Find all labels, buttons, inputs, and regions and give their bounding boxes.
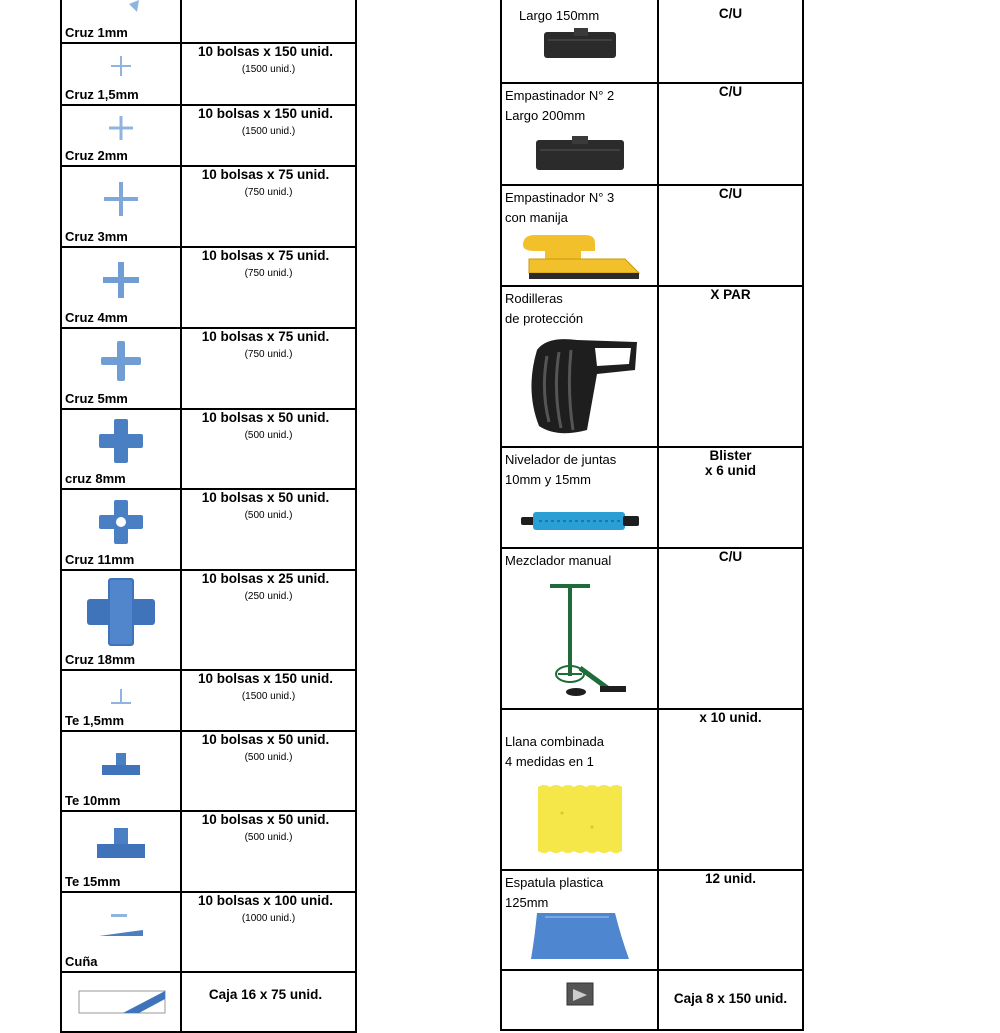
tee-spacer-icon <box>96 743 146 783</box>
table-row <box>501 83 803 185</box>
wedge-spacer-icon <box>91 904 151 944</box>
product-quantity-total: (250 unid.) <box>244 591 293 602</box>
cross-spacer-icon <box>97 337 145 385</box>
table-row <box>61 409 356 489</box>
product-name: Empastinador N° 2 Largo 200mm <box>505 88 615 123</box>
table-row <box>61 570 356 670</box>
table-row <box>501 870 803 970</box>
product-quantity-total: (750 unid.) <box>244 268 293 279</box>
tee-spacer-icon <box>101 673 141 713</box>
product-quantity-total: (1000 unid.) <box>241 913 296 924</box>
tools-table <box>500 0 804 1031</box>
table-row <box>61 892 356 972</box>
product-name: Espatula plastica 125mm <box>505 875 604 910</box>
product-quantity: 10 bolsas x 50 unid. <box>201 490 330 505</box>
product-quantity: C/U <box>718 186 743 201</box>
notched-trowel-icon <box>532 783 628 855</box>
product-quantity-total: (1500 unid.) <box>241 691 296 702</box>
cross-spacer-tiny-icon <box>91 0 151 14</box>
product-name: Llana combinada 4 medidas en 1 <box>505 734 605 769</box>
product-label: Cruz 3mm <box>65 229 128 244</box>
product-quantity: 10 bolsas x 50 unid. <box>201 812 330 827</box>
product-label: Te 1,5mm <box>65 713 125 728</box>
product-quantity-total: (750 unid.) <box>244 349 293 360</box>
manual-mixer-icon <box>530 582 630 702</box>
product-quantity-total: (1500 unid.) <box>241 64 296 75</box>
knee-pad-icon <box>517 330 643 440</box>
table-row <box>501 447 803 548</box>
product-label: Te 10mm <box>65 793 121 808</box>
table-row <box>501 548 803 709</box>
table-row <box>61 670 356 731</box>
product-label: Cruz 1mm <box>65 25 128 40</box>
cross-spacer-icon <box>99 258 143 302</box>
product-quantity: C/U <box>718 6 743 21</box>
product-quantity-total: (1500 unid.) <box>241 126 296 137</box>
box-icon <box>73 987 169 1017</box>
product-quantity: 10 bolsas x 75 unid. <box>201 167 330 182</box>
product-name: Mezclador manual <box>505 553 612 568</box>
table-row <box>61 247 356 328</box>
table-row <box>61 0 356 43</box>
product-quantity-total: (750 unid.) <box>244 187 293 198</box>
table-row <box>61 731 356 811</box>
table-row <box>501 709 803 870</box>
product-quantity: 10 bolsas x 50 unid. <box>201 410 330 425</box>
product-quantity: x 10 unid. <box>699 710 762 725</box>
product-name: Rodilleras de protección <box>505 291 584 326</box>
product-name: Largo 150mm <box>519 8 600 23</box>
product-quantity: 10 bolsas x 150 unid. <box>197 106 334 121</box>
cross-spacer-icon <box>96 416 146 466</box>
table-row <box>501 286 803 447</box>
plastic-spatula-icon <box>525 909 635 965</box>
product-quantity: C/U <box>718 84 743 99</box>
product-quantity-total: (500 unid.) <box>244 510 293 521</box>
product-quantity: Caja 16 x 75 unid. <box>208 987 323 1002</box>
cross-spacer-hollow-icon <box>95 496 147 548</box>
product-quantity: 12 unid. <box>704 871 756 886</box>
product-quantity-total: (500 unid.) <box>244 752 293 763</box>
joint-leveler-icon <box>517 509 643 533</box>
spacers-table <box>60 0 357 1033</box>
product-name: Nivelador de juntas 10mm y 15mm <box>505 452 617 487</box>
product-quantity: 10 bolsas x 75 unid. <box>201 329 330 344</box>
grout-float-icon <box>532 134 628 174</box>
tee-spacer-icon <box>93 822 149 866</box>
table-row <box>61 489 356 570</box>
cross-spacer-icon <box>101 108 141 148</box>
product-quantity: X PAR <box>710 287 751 302</box>
product-quantity: Caja 8 x 150 unid. <box>673 991 788 1006</box>
table-row <box>61 972 356 1032</box>
table-row <box>61 43 356 105</box>
product-quantity: Blister x 6 unid <box>704 448 756 478</box>
product-label: Cruz 2mm <box>65 148 128 163</box>
cross-spacer-icon <box>101 46 141 86</box>
table-row <box>501 0 803 83</box>
table-row <box>501 970 803 1030</box>
box-icon <box>565 981 595 1007</box>
table-row <box>501 185 803 286</box>
product-name: Empastinador N° 3 con manija <box>505 190 615 225</box>
table-row <box>61 105 356 166</box>
product-quantity: 10 bolsas x 150 unid. <box>197 671 334 686</box>
product-label: Cuña <box>65 954 98 969</box>
product-quantity-total: (500 unid.) <box>244 832 293 843</box>
cross-spacer-large-icon <box>84 575 158 649</box>
product-quantity-total: (500 unid.) <box>244 430 293 441</box>
product-label: Te 15mm <box>65 874 121 889</box>
product-label: Cruz 18mm <box>65 652 136 667</box>
product-quantity: 10 bolsas x 100 unid. <box>197 893 334 908</box>
grout-float-icon <box>540 26 620 62</box>
product-quantity: C/U <box>718 549 743 564</box>
table-row <box>61 328 356 409</box>
product-label: Cruz 1,5mm <box>65 87 139 102</box>
cross-spacer-icon <box>99 177 143 221</box>
table-row <box>61 166 356 247</box>
product-label: Cruz 11mm <box>65 552 135 567</box>
product-quantity: 10 bolsas x 50 unid. <box>201 732 330 747</box>
product-quantity: 10 bolsas x 150 unid. <box>197 44 334 59</box>
product-quantity: 10 bolsas x 25 unid. <box>201 571 330 586</box>
product-quantity: 10 bolsas x 75 unid. <box>201 248 330 263</box>
product-label: cruz 8mm <box>65 471 126 486</box>
table-row <box>61 811 356 892</box>
float-with-handle-icon <box>515 229 645 281</box>
product-label: Cruz 4mm <box>65 310 128 325</box>
product-label: Cruz 5mm <box>65 391 128 406</box>
